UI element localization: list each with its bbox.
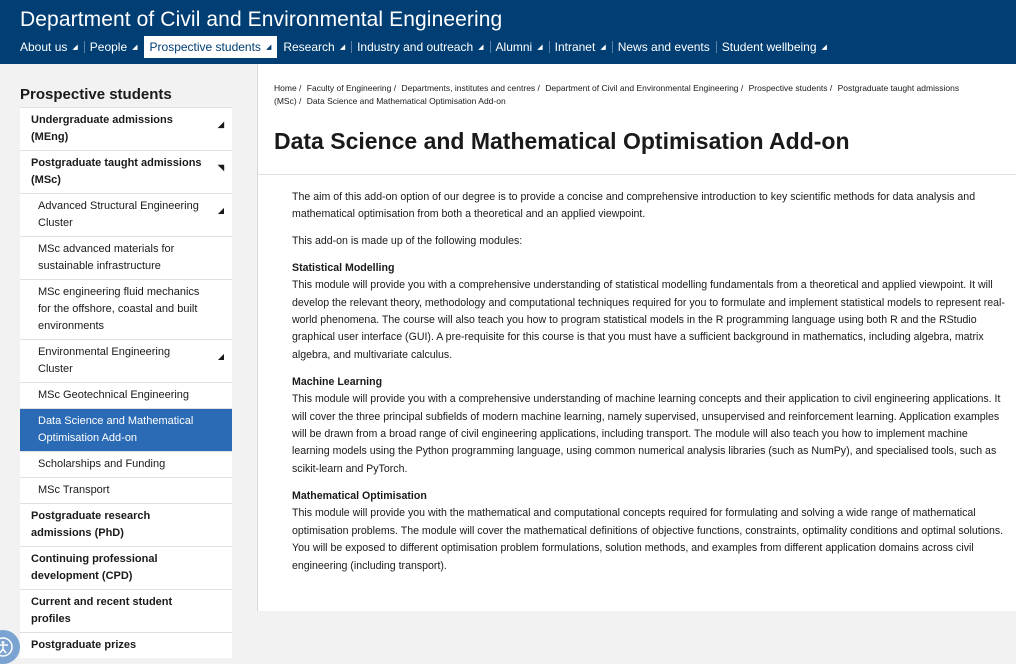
sidebar-item[interactable] <box>20 150 232 193</box>
sidebar-item[interactable] <box>20 632 232 658</box>
module-heading: Machine Learning <box>292 376 383 389</box>
nav-item-label: About us <box>20 40 68 54</box>
site-header <box>0 0 1016 64</box>
nav-item-student-wellbeing[interactable] <box>716 36 833 58</box>
caret-down-icon: ◢ <box>72 44 78 51</box>
intro-paragraph: The aim of this add-on option of our degree is to provide a concise and comprehensive introduction to key scientific methods for data analysis and mathematical optimisation from both a theoretical and an applied viewpoint. <box>292 191 976 221</box>
sidebar-item-label: MSc Geotechnical Engineering <box>38 389 190 401</box>
module-description: This module will provide you with the mathematical and computational concepts required for formulating and solving a wide range of mathematical optimisation problems. The module will cover the mathematical definitions of objective functions, constraints, optimality conditions and optimal solutions. You will be exposed to different optimisation problem formulations, solution methods, and examples from different application domains across civil engineering (including transport). <box>292 507 1004 572</box>
sidebar-item-label: Undergraduate admissions (MEng) <box>31 114 173 143</box>
sidebar-item[interactable] <box>20 339 232 382</box>
nav-item-people[interactable] <box>84 36 144 58</box>
nav-item-label: Alumni <box>495 40 533 54</box>
nav-item-label: News and events <box>617 40 710 54</box>
sidebar-item-label: Postgraduate taught admissions (MSc) <box>31 157 202 186</box>
main-content <box>258 64 1016 611</box>
breadcrumb-item[interactable]: Faculty of Engineering / <box>306 83 397 93</box>
nav-item-about-us[interactable] <box>14 36 84 58</box>
caret-down-icon: ◢ <box>265 44 272 51</box>
sidebar-item[interactable] <box>20 236 232 279</box>
divider <box>258 174 1016 175</box>
breadcrumb-item[interactable]: Home / <box>274 83 302 93</box>
triangle-right-icon[interactable]: ◢ <box>217 120 224 129</box>
sidebar-item[interactable] <box>20 477 232 503</box>
caret-down-icon: ◢ <box>821 44 827 51</box>
nav-item-label: Intranet <box>554 40 596 54</box>
nav-item-label: Industry and outreach <box>357 40 474 54</box>
sidebar-list <box>20 107 232 658</box>
sidebar <box>0 64 258 651</box>
nav-item-industry-and-outreach[interactable] <box>351 36 489 58</box>
caret-down-icon: ◢ <box>339 44 346 51</box>
article-body <box>292 189 1006 584</box>
department-title[interactable]: Department of Civil and Environmental Engineering <box>20 8 503 31</box>
caret-down-icon: ◢ <box>537 44 543 51</box>
breadcrumb-item[interactable]: Departments, institutes and centres / <box>401 83 540 93</box>
sidebar-item-label: Postgraduate research admissions (PhD) <box>31 510 151 539</box>
caret-down-icon: ◢ <box>600 44 606 51</box>
sidebar-item-label: MSc engineering fluid mechanics for the offshore, coastal and built environments <box>38 286 200 332</box>
breadcrumb <box>274 82 974 108</box>
nav-item-label: Student wellbeing <box>721 40 817 54</box>
nav-item-intranet[interactable] <box>549 36 612 58</box>
triangle-right-icon[interactable]: ◢ <box>217 352 224 361</box>
module-heading: Statistical Modelling <box>292 262 395 275</box>
accessibility-icon <box>0 636 14 658</box>
breadcrumb-item[interactable]: Prospective students / <box>748 83 833 93</box>
sidebar-item-label: Continuing professional development (CPD) <box>31 553 158 582</box>
breadcrumb-item[interactable]: Postgraduate taught admissions (MSc) / <box>274 83 960 106</box>
sidebar-item-label: Environmental Engineering Cluster <box>38 346 171 375</box>
sidebar-item[interactable] <box>20 193 232 236</box>
module-description: This module will provide you with a comprehensive understanding of statistical modelling fundamentals from a theoretical and applied viewpoint. It will develop the relevant theory, methodology and computational techniques required for you to formulate and implement statistical models to represent real-world phenomena. The course will also teach you how to program statistical models in the R programming language using both R and the RStudio graphical user interface (GUI). A pre-requisite for this course is that you must have a sufficient background in mathematics, including algebra, matrix algebra, and multivariate calculus. <box>292 279 1005 361</box>
nav-item-research[interactable] <box>277 36 351 58</box>
sidebar-item[interactable] <box>20 546 232 589</box>
sidebar-item[interactable] <box>20 382 232 408</box>
sidebar-item[interactable] <box>20 279 232 339</box>
module-description: This module will provide you with a comprehensive understanding of machine learning concepts and their application to civil engineering applications. It will cover the three principal subfields of modern machine learning, namely supervised, unsupervised and reinforcement learning. Application examples will be drawn from a broad range of civil engineering applications, including transport. The module will also teach you how to implement machine learning models using the Python programming language, using common numerical analysis libraries (such as NumPy), and specialised tools, such as scikit-learn and PyTorch. <box>292 393 1001 475</box>
caret-down-icon: ◢ <box>132 44 138 51</box>
sidebar-item[interactable] <box>20 451 232 477</box>
sidebar-item-label: MSc Transport <box>38 484 110 496</box>
triangle-right-icon[interactable]: ◢ <box>217 206 224 215</box>
sidebar-item-label: Current and recent student profiles <box>31 596 173 625</box>
sidebar-item-label: Scholarships and Funding <box>38 458 166 470</box>
breadcrumb-item: Data Science and Mathematical Optimisation Add-on <box>306 96 506 106</box>
caret-down-icon: ◢ <box>478 44 484 51</box>
module-heading: Mathematical Optimisation <box>292 490 427 503</box>
nav-item-prospective-students[interactable] <box>144 36 278 58</box>
sidebar-item-label: Advanced Structural Engineering Cluster <box>38 200 199 229</box>
nav-item-alumni[interactable] <box>490 36 549 58</box>
sidebar-item-label: Data Science and Mathematical Optimisation Add-on <box>38 415 194 444</box>
sidebar-item[interactable] <box>20 503 232 546</box>
nav-item-label: Research <box>283 40 335 54</box>
sidebar-item-label: Postgraduate prizes <box>31 639 137 651</box>
modules-intro: This add-on is made up of the following modules: <box>292 234 523 247</box>
page-title: Data Science and Mathematical Optimisation Add-on <box>274 128 850 154</box>
triangle-down-icon[interactable]: ◥ <box>217 163 224 172</box>
main-nav <box>14 36 833 58</box>
nav-item-label: People <box>89 40 128 54</box>
nav-item-label: Prospective students <box>149 40 261 54</box>
sidebar-item-label: MSc advanced materials for sustainable infrastructure <box>38 243 175 272</box>
breadcrumb-item[interactable]: Department of Civil and Environmental Engineering / <box>545 83 744 93</box>
sidebar-item[interactable] <box>20 408 232 451</box>
nav-item-news-and-events[interactable] <box>612 36 716 58</box>
sidebar-item[interactable] <box>20 107 232 150</box>
sidebar-title[interactable]: Prospective students <box>20 86 172 103</box>
accessibility-button[interactable] <box>0 630 20 664</box>
